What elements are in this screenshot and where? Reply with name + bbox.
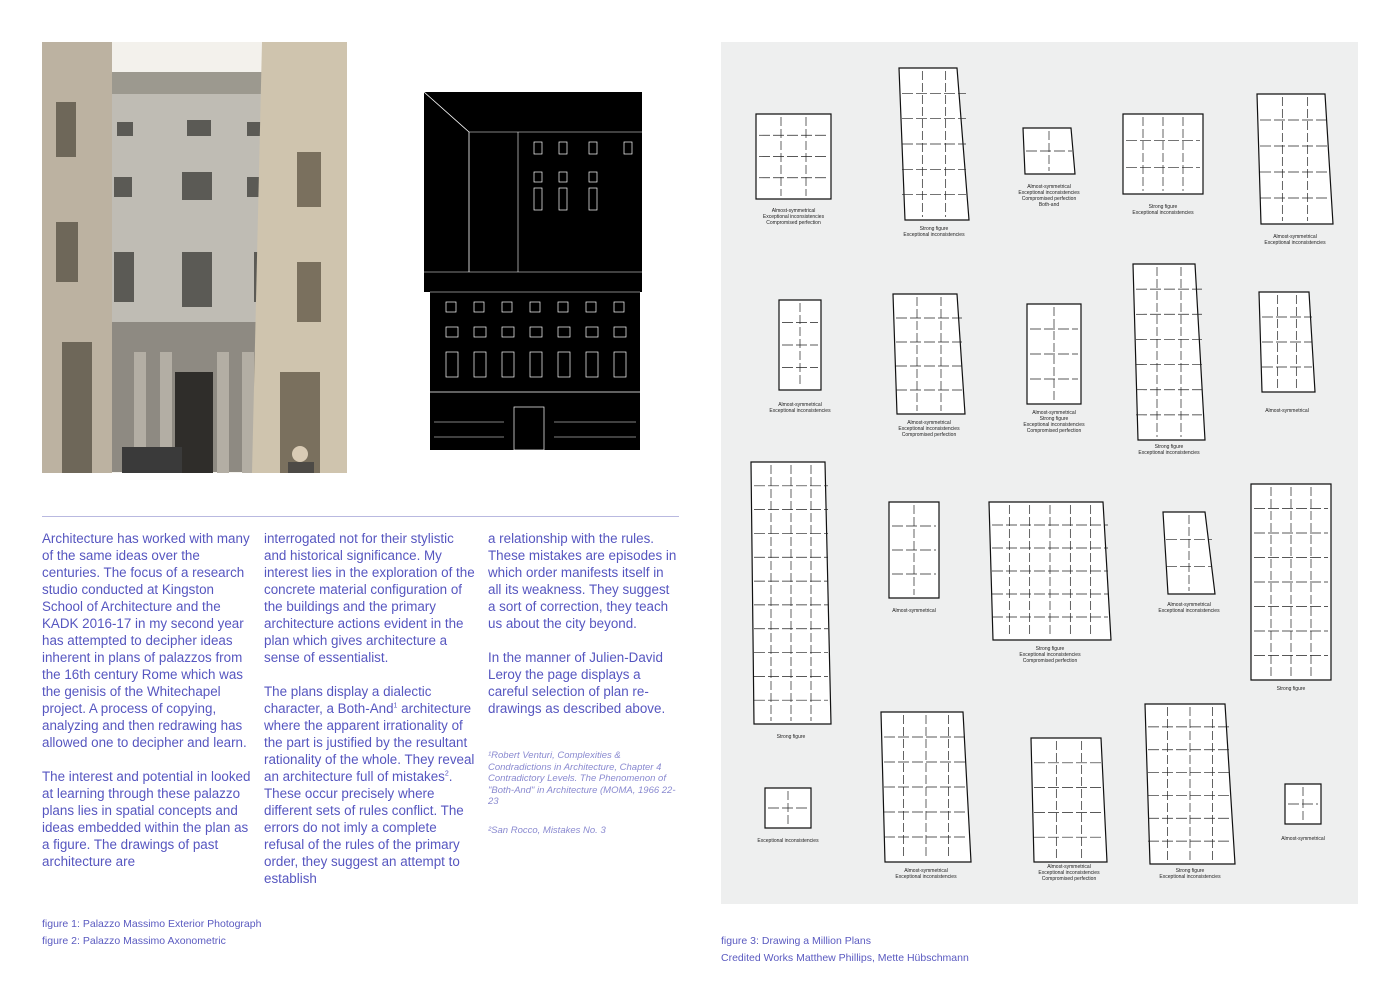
plan-label: Exceptional inconsistencies — [903, 232, 965, 238]
palazzo-plan-7 — [893, 294, 965, 438]
horizontal-divider — [42, 516, 679, 517]
palazzo-plan-4 — [1123, 114, 1203, 216]
palazzo-plan-6 — [769, 300, 831, 414]
plan-label: Almost-symmetrical — [1032, 410, 1076, 416]
palazzo-plan-12 — [889, 502, 939, 614]
figure-captions-left — [42, 916, 261, 950]
plan-label: Exceptional inconsistencies — [769, 408, 831, 414]
text-column-3 — [488, 530, 680, 854]
plan-label: Almost-symmetrical — [1027, 184, 1071, 190]
footnote-ref-2: 2 — [444, 770, 449, 778]
palazzo-plan-10 — [1259, 292, 1315, 414]
plan-label: Exceptional inconsistencies — [1159, 874, 1221, 880]
palazzo-plan-2 — [899, 68, 969, 238]
palazzo-plan-1 — [756, 114, 831, 226]
paragraph: interrogated not for their stylistic and historical significance. My interest lies in the exploration of the concrete material configuration of the buildings and the primary architecture actions evident in the plan which gives architecture a sense of essentialist. — [264, 531, 475, 665]
footnote-ref-1: 1 — [393, 702, 398, 710]
palazzo-plan-13 — [989, 502, 1111, 664]
plan-label: Exceptional inconsistencies — [1023, 422, 1085, 428]
palazzo-massimo-axonometric — [424, 92, 642, 450]
plan-label: Almost-symmetrical — [1273, 234, 1317, 240]
palazzo-plan-16 — [757, 788, 819, 844]
plan-label: Strong figure — [1039, 416, 1069, 422]
plan-label: Strong figure — [1175, 868, 1205, 874]
plan-label: Almost-symmetrical — [771, 208, 816, 214]
figure-1-caption: figure 1: Palazzo Massimo Exterior Photograph — [42, 918, 262, 930]
plan-label: Almost-symmetrical — [1265, 408, 1309, 414]
plan-drawings-sheet — [721, 42, 1358, 904]
plan-label: Compromised perfection — [1026, 428, 1082, 434]
plan-label: Almost-symmetrical — [907, 420, 951, 426]
plan-label: Exceptional inconsistencies — [1019, 652, 1081, 658]
plan-label: Strong figure — [1148, 204, 1178, 210]
paragraph: The interest and potential in looked at learning through these palazzo plans lies in spatial concepts and ideas embedded within the plan as a figure. The drawings of past architecture are — [42, 769, 251, 869]
plan-label: Compromised perfection — [1021, 196, 1077, 202]
paragraph: The plans display a dialectic character, a Both-And$^1$ architecture where the apparent irrationality of the part is justified by the resultant rationality of the whole. They reveal an architecture full of mistakes$^2$. These occur precisely where different sets of rules conflict. The errors do not imly a complete refusal of the rules of the primary order, they suggest an attempt to establish — [264, 684, 475, 886]
credits-caption: Credited Works Matthew Phillips, Mette Hübschmann — [721, 952, 969, 964]
plan-label: Strong figure — [919, 226, 949, 232]
footnote-2: ²San Rocco, Mistakes No. 3 — [488, 824, 606, 836]
figure-2-caption: figure 2: Palazzo Massimo Axonometric — [42, 935, 226, 947]
plan-label: Compromised perfection — [901, 432, 957, 438]
plan-label: Exceptional inconsistencies — [1158, 608, 1220, 614]
paragraph: a relationship with the rules. These mistakes are episodes in which order manifests itself in all its weakness. They suggest a sort of correction, they teach us about the city beyond. — [488, 531, 677, 631]
palazzo-plan-20 — [1281, 784, 1325, 842]
palazzo-plan-3 — [1018, 128, 1080, 208]
plan-label: Compromised perfection — [1022, 658, 1078, 664]
palazzo-plan-5 — [1257, 94, 1333, 246]
footnote-1: ¹Robert Venturi, Complexities & Condradictions in Architecture, Chapter 4 Contradictory Levels. The Phenomenon of "Both-And" in Architecture (MOMA, 1966 22-23 — [488, 750, 676, 808]
plan-label: Almost-symmetrical — [892, 608, 936, 614]
plan-label: Strong figure — [776, 734, 806, 740]
palazzo-plan-8 — [1023, 304, 1085, 434]
palazzo-plan-11 — [751, 462, 831, 740]
plan-label: Compromised perfection — [766, 220, 821, 226]
plan-label: Exceptional inconsistencies — [1138, 450, 1200, 456]
palazzo-plan-14 — [1158, 512, 1220, 614]
plan-label: Exceptional inconsistencies — [1018, 190, 1080, 196]
text-column-2 — [264, 530, 479, 904]
palazzo-plan-9 — [1133, 264, 1205, 456]
text-column-1 — [42, 530, 254, 887]
plan-label: Exceptional inconsistencies — [1038, 870, 1100, 876]
palazzo-massimo-photograph — [42, 42, 347, 473]
figure-captions-right — [721, 933, 969, 967]
paragraph: Architecture has worked with many of the same ideas over the centuries. The focus of a research studio conducted at Kingston School of Architecture and the KADK 2016-17 in my second year has attempted to decipher ideas inherent in plans of palazzos from the 16th century Rome which was the genisis of the Whitechapel project. A process of copying, analyzing and then redrawing has allowed one to decipher and learn. — [42, 531, 250, 750]
palazzo-plan-17 — [881, 712, 971, 880]
plan-label: Almost-symmetrical — [778, 402, 822, 408]
plan-label: Exceptional inconsistencies — [898, 426, 960, 432]
plan-label: Exceptional inconsistencies — [762, 214, 825, 220]
plan-label: Almost-symmetrical — [1281, 836, 1325, 842]
figure-3-caption: figure 3: Drawing a Million Plans — [721, 935, 871, 947]
plan-label: Exceptional inconsistencies — [1132, 210, 1194, 216]
plan-label: Exceptional inconsistencies — [757, 838, 819, 844]
plan-label: Strong figure — [1154, 444, 1184, 450]
plan-label: Almost-symmetrical — [904, 868, 948, 874]
plan-label: Both-and — [1038, 202, 1060, 208]
plan-label: Compromised perfection — [1041, 876, 1097, 882]
plan-label: Exceptional inconsistencies — [895, 874, 957, 880]
paragraph: In the manner of Julien-David Leroy the page displays a careful selection of plan re-drawings as described above. — [488, 650, 666, 716]
plan-label: Strong figure — [1035, 646, 1065, 652]
palazzo-plan-18 — [1031, 738, 1107, 882]
plan-label: Exceptional inconsistencies — [1264, 240, 1326, 246]
palazzo-plan-15 — [1251, 484, 1331, 692]
plan-label: Almost-symmetrical — [1167, 602, 1211, 608]
palazzo-plan-19 — [1145, 704, 1235, 880]
plan-label: Almost-symmetrical — [1047, 864, 1091, 870]
plan-label: Strong figure — [1276, 686, 1306, 692]
